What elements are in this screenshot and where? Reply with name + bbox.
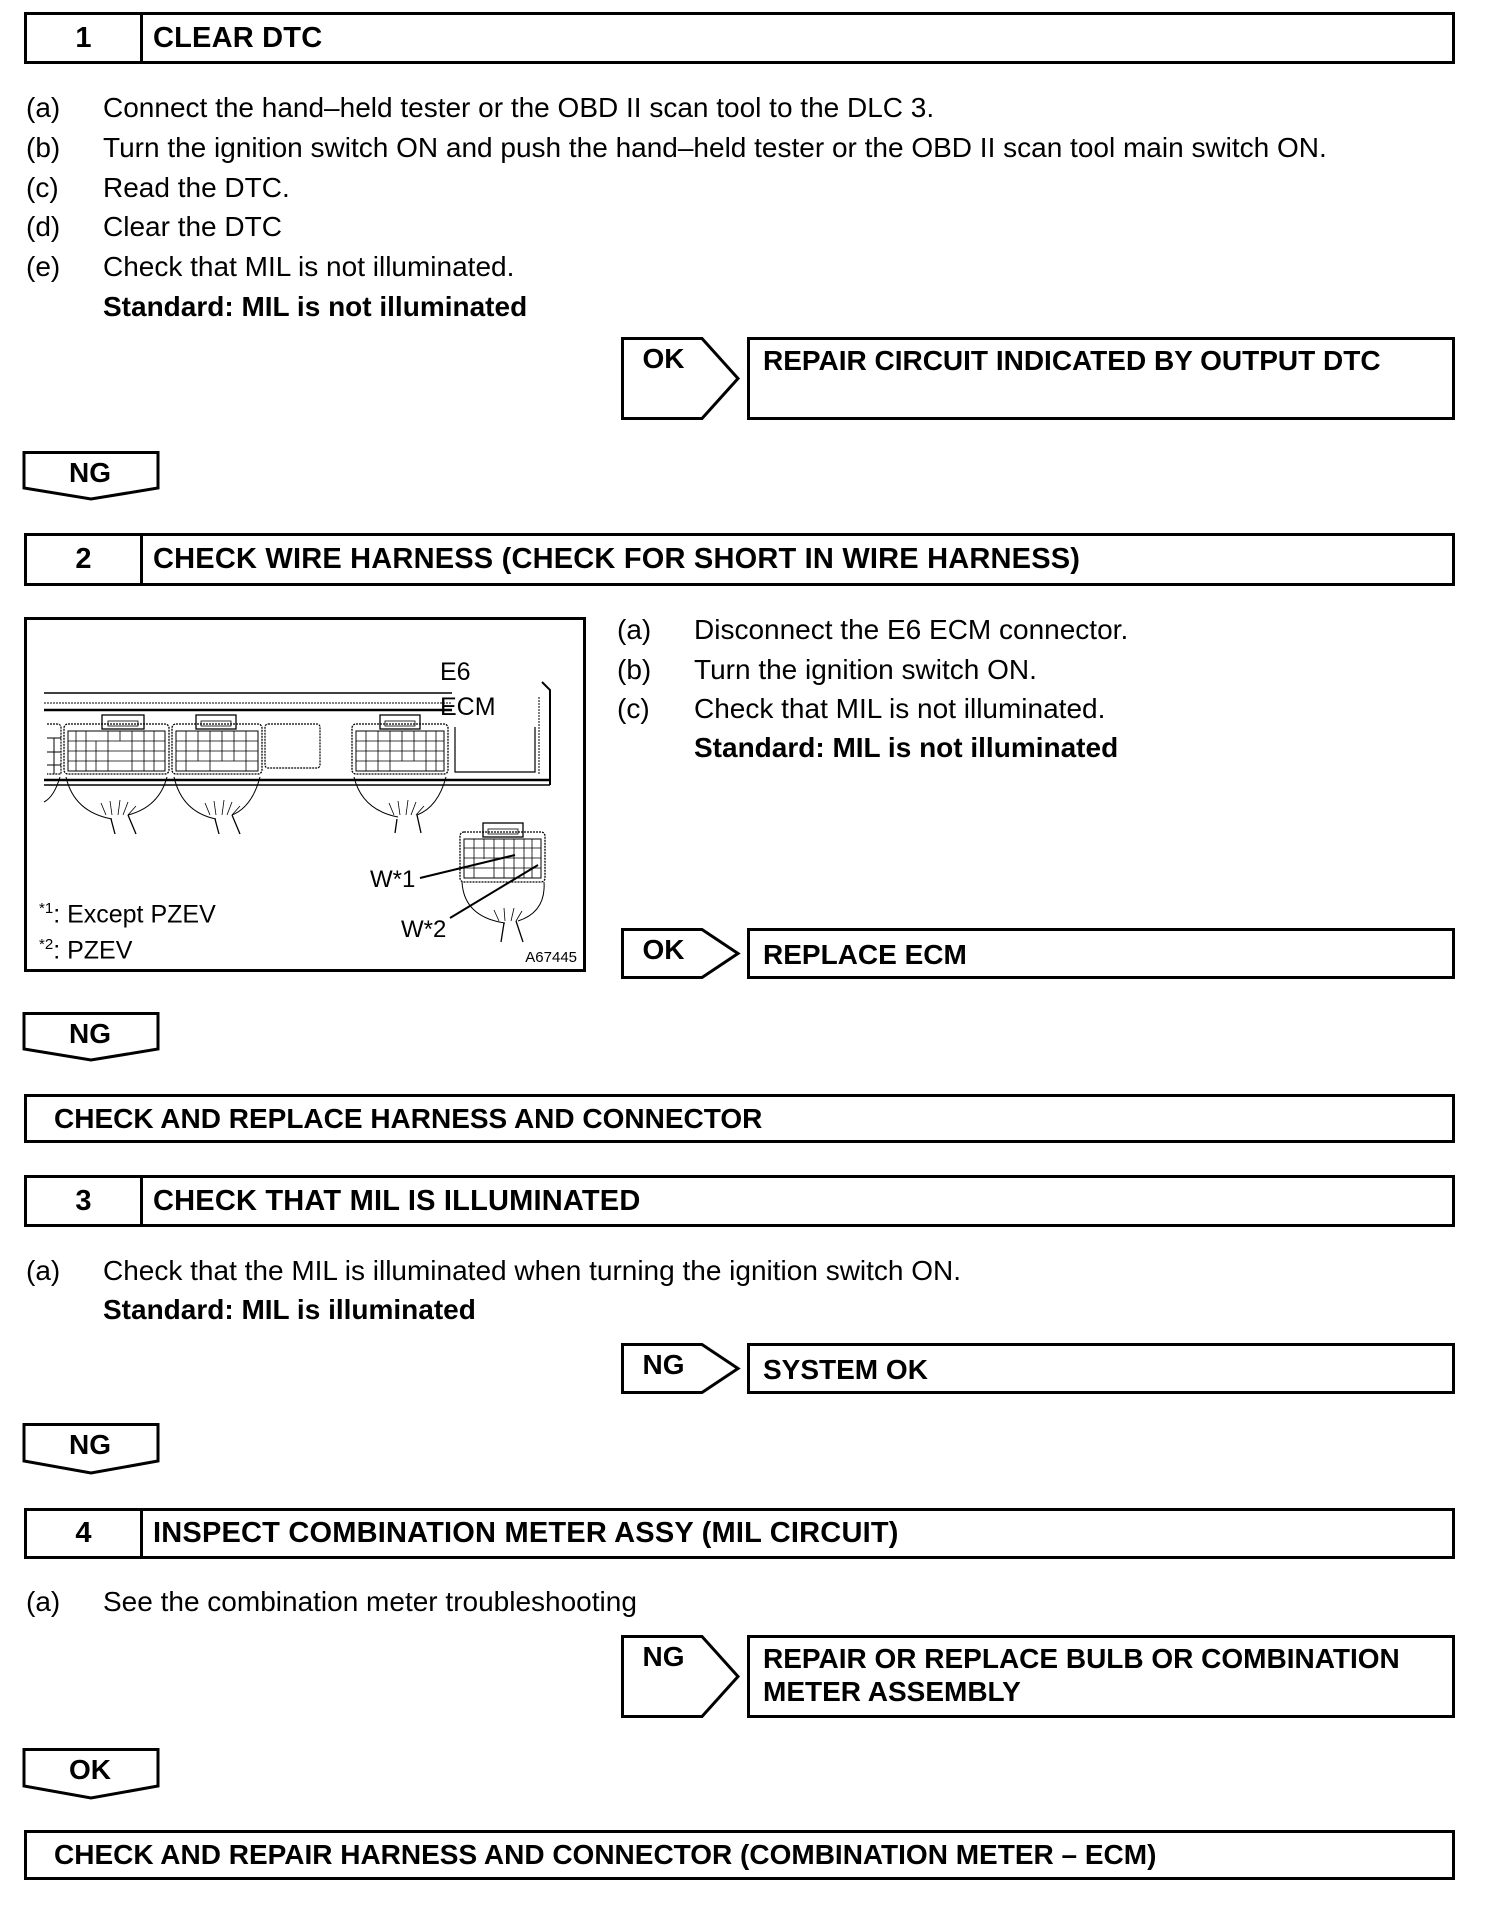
branch-result-label: OK — [642, 343, 685, 374]
final-action-box — [24, 1830, 1455, 1880]
standard-value: Standard: MIL is not illuminated — [103, 291, 528, 322]
step-text: Connect the hand–held tester or the OBD II scan tool to the DLC 3. — [103, 92, 935, 123]
step-label: (a) — [26, 1255, 61, 1286]
footnote-2 — [39, 936, 132, 965]
step-label: (a) — [26, 1586, 61, 1617]
flow-label: NG — [69, 1429, 111, 1460]
step-number: 4 — [27, 1511, 143, 1556]
callout-text: W*2 — [401, 916, 447, 943]
callout-w1 — [370, 866, 415, 894]
footnote-mark: *1 — [39, 900, 54, 917]
step-label: (b) — [26, 132, 61, 163]
branch-result-label: NG — [642, 1641, 685, 1672]
step-text: Read the DTC. — [103, 172, 290, 203]
step-2-header — [24, 533, 1455, 586]
step-number: 1 — [27, 15, 143, 61]
branch-action-box — [747, 1635, 1455, 1718]
branch-result-label: OK — [642, 934, 685, 965]
step-text: Check that the MIL is illuminated when turning the ignition switch ON. — [103, 1255, 962, 1286]
step-label: (b) — [617, 654, 652, 685]
step-label: (c) — [26, 172, 59, 203]
ok-flow-tab — [22, 1748, 162, 1800]
step-number: 2 — [27, 536, 143, 583]
step-label: (d) — [26, 211, 61, 242]
footnote-mark: *2 — [39, 936, 54, 953]
step-text: Turn the ignition switch ON and push the hand–held tester or the OBD II scan tool main switch ON. — [103, 132, 1327, 163]
flow-label: OK — [69, 1754, 111, 1785]
ng-branch-indicator — [621, 1635, 741, 1718]
step-title: CLEAR DTC — [153, 21, 323, 54]
step-text: Check that MIL is not illuminated. — [694, 693, 1106, 724]
footnote-text: : PZEV — [53, 936, 133, 965]
step-text: See the combination meter troubleshooting — [103, 1586, 637, 1617]
branch-action-text: REPAIR CIRCUIT INDICATED BY OUTPUT DTC — [763, 345, 1381, 376]
ng-flow-tab — [22, 451, 162, 501]
branch-action-box — [747, 1343, 1455, 1394]
branch-action-box — [747, 337, 1455, 420]
standard-value: Standard: MIL is not illuminated — [694, 732, 1119, 763]
step-label: (a) — [617, 614, 652, 645]
final-action-text: CHECK AND REPAIR HARNESS AND CONNECTOR (COMBINATION METER – ECM) — [54, 1839, 1157, 1870]
connector-code-label: E6 — [440, 658, 471, 686]
step-label: (e) — [26, 251, 61, 282]
footnote-1 — [39, 900, 216, 929]
ng-flow-tab — [22, 1423, 162, 1475]
step-title: INSPECT COMBINATION METER ASSY (MIL CIRCUIT) — [153, 1517, 899, 1549]
step-text: Clear the DTC — [103, 211, 282, 242]
branch-action-text-line-2: METER ASSEMBLY — [763, 1676, 1021, 1707]
component-label: ECM — [440, 693, 496, 721]
ok-branch-indicator — [621, 337, 741, 420]
figure-id: A67445 — [525, 949, 577, 966]
step-1-header — [24, 12, 1455, 64]
flow-label: NG — [69, 1018, 111, 1049]
final-action-box — [24, 1094, 1455, 1143]
branch-action-box — [747, 928, 1455, 979]
step-label: (c) — [617, 693, 650, 724]
standard-value: Standard: MIL is illuminated — [103, 1294, 476, 1325]
step-number: 3 — [27, 1178, 143, 1224]
ok-branch-indicator — [621, 928, 741, 979]
footnote-text: : Except PZEV — [53, 900, 216, 929]
final-action-text: CHECK AND REPLACE HARNESS AND CONNECTOR — [54, 1102, 763, 1134]
branch-action-text: REPLACE ECM — [763, 939, 967, 970]
branch-action-text-line-1: REPAIR OR REPLACE BULB OR COMBINATION — [763, 1643, 1400, 1674]
callout-text: W*1 — [370, 866, 416, 893]
ng-branch-indicator — [621, 1343, 741, 1394]
step-text: Disconnect the E6 ECM connector. — [694, 614, 1129, 645]
step-title: CHECK THAT MIL IS ILLUMINATED — [153, 1184, 641, 1217]
step-title: CHECK WIRE HARNESS (CHECK FOR SHORT IN WIRE HARNESS) — [153, 543, 1081, 575]
step-4-header — [24, 1508, 1455, 1559]
branch-action-text: SYSTEM OK — [763, 1354, 928, 1385]
step-text: Turn the ignition switch ON. — [694, 654, 1037, 685]
step-3-header — [24, 1175, 1455, 1227]
ng-flow-tab — [22, 1012, 162, 1062]
step-text: Check that MIL is not illuminated. — [103, 251, 515, 282]
ecm-connector-diagram — [24, 617, 586, 972]
callout-w2 — [401, 916, 446, 944]
branch-result-label: NG — [642, 1349, 685, 1380]
step-label: (a) — [26, 92, 61, 123]
flow-label: NG — [69, 457, 111, 488]
